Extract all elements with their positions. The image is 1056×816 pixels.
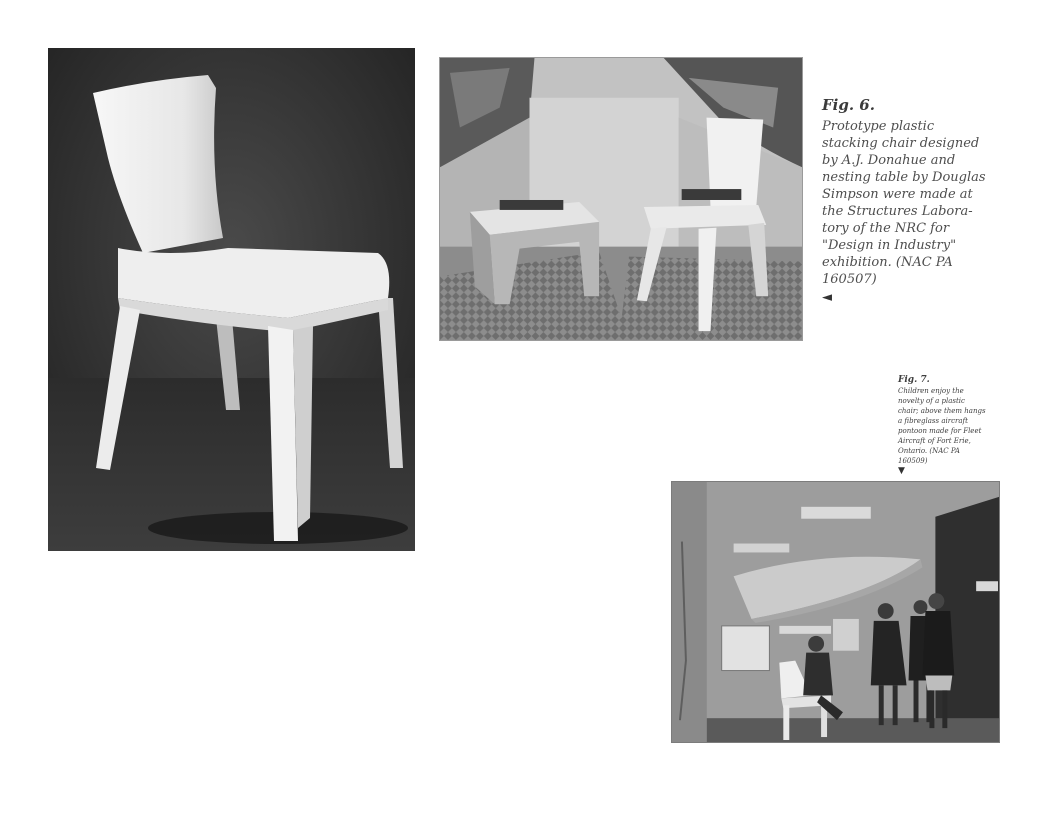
- left-pointer-icon: ◄: [822, 290, 832, 305]
- children-exhibit-image: [672, 482, 999, 742]
- figure-6-text: Prototype plastic stacking chair designed by A.J. Donahue and nesting table by Douglas Simpson were made at the Structures Labora- tory of the NRC for "Design in Industry" exhibition. (NAC PA 160507): [822, 119, 986, 287]
- exhibit-display-image: [440, 58, 802, 340]
- figure-7-caption: [898, 375, 1018, 476]
- figure-7-label: Fig. 7.: [898, 375, 930, 385]
- down-pointer-icon: ▼: [898, 466, 905, 476]
- figure-6-caption: [822, 96, 1022, 305]
- plastic-chair-image: [48, 48, 415, 551]
- photo-plastic-chair: [48, 48, 415, 551]
- figure-7-text: Children enjoy the novelty of a plastic chair; above them hangs a fibreglass aircraft pontoon made for Fleet Aircraft of Fort Erie, Ontario. (NAC PA 160509): [898, 387, 986, 465]
- photo-children-with-chair: [671, 481, 1000, 743]
- photo-chair-and-table-display: [439, 57, 803, 341]
- figure-6-label: Fig. 6.: [822, 96, 875, 114]
